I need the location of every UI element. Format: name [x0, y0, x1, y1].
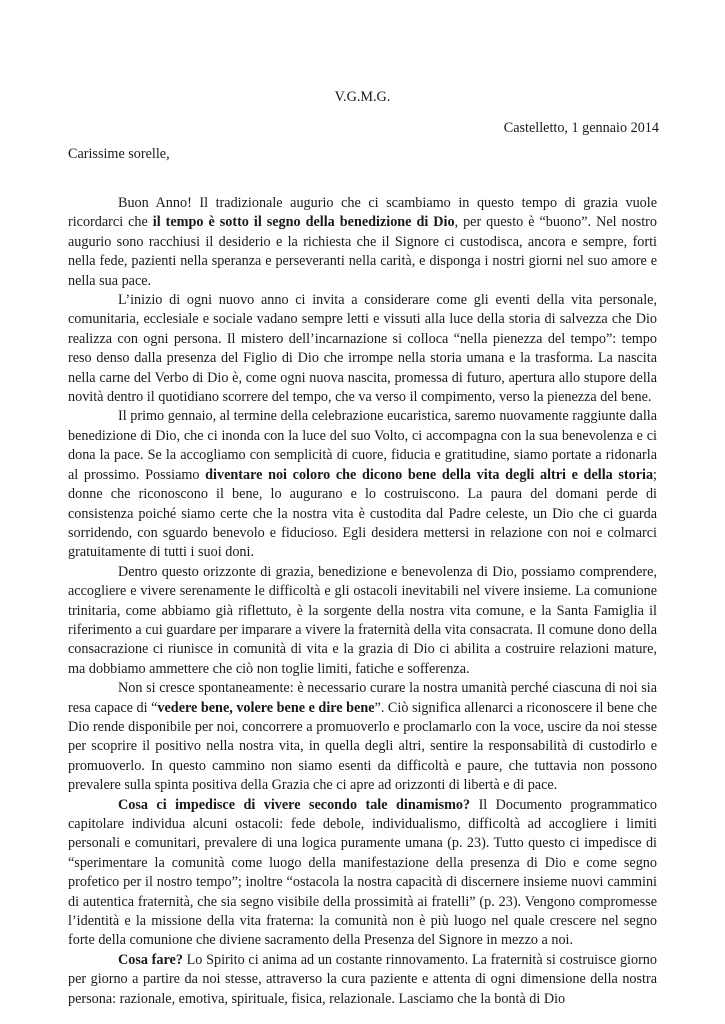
letter-salutation: Carissime sorelle, — [68, 146, 170, 162]
paragraph-first-january: Il primo gennaio, al termine della celebrazione eucaristica, saremo nuovamente raggiunte dalla benedizione di Dio, che ci inonda con la luce del suo Volto, ci accompagna con la sua benevolenza e ci dona la pace. Se la accogliamo con semplicità di cuore, fiducia e gratitudine, siamo portate a ridonarla al prossimo. Possiamo diventare noi coloro che dicono bene della vita degli altri e della storia; donne che riconoscono il bene, lo augurano e lo costruiscono. La paura del domani perde di consistenza poiché siamo certe che la nostra vita è custodita dal Padre celeste, un Dio che ci guarda sorridendo, con sguardo benevolo e fiducioso. Egli desidera mettersi in relazione con noi e colmarci gratuitamente di tutti i suoi doni. — [68, 408, 657, 561]
letter-motto: V.G.M.G. — [334, 89, 391, 105]
paragraph-what-to-do: Cosa fare? Lo Spirito ci anima ad un costante rinnovamento. La fraternità si costruisce giorno per giorno a partire da noi stesse, attraverso la cura paziente e attenta di ogni dimensione della nostra persona: razionale, emotiva, spirituale, fisica, relazionale. Lasciamo che la bontà di Dio — [68, 951, 657, 1007]
emphasis-question-obstacles: Cosa ci impedisce di vivere secondo tale dinamismo? — [118, 796, 471, 813]
emphasis-question-what-to-do: Cosa fare? — [118, 951, 183, 968]
paragraph-growth: Non si cresce spontaneamente: è necessario curare la nostra umanità perché ciascuna di noi sia resa capace di “vedere bene, volere bene e dire bene”. Ciò significa allenarci a riconoscere il bene che Dio rende disponibile per noi, concorrere a promuoverlo e proclamarlo con la voce, uscire da noi stesse per scoprire il positivo nella nostra vita, in quella degli altri, sentire la responsabilità di custodirlo e promuoverlo. In questo cammino non siamo esenti da difficoltà e paure, che tuttavia non possono prevalere sulla spinta positiva della Grazia che ci apre ad orizzonti di libertà e di pace. — [68, 680, 657, 794]
emphasis-blessing: il tempo è sotto il segno della benedizione di Dio — [152, 214, 455, 231]
paragraph-obstacles: Cosa ci impedisce di vivere secondo tale dinamismo? Il Documento programmatico capitolare individua alcuni ostacoli: fede debole, individualismo, difficoltà ad accogliere i limiti personali e comunitari, prevalere di una logica puramente umana (p. 23). Tutto questo ci impedisce di “sperimentare la comunità come luogo della manifestazione della presenza di Dio e come segno profetico per il nostro tempo”; inoltre “ostacola la nostra capacità di discernere insieme nuovi cammini di autentica fraternità, che sia segno visibile della prossimità ai fratelli” (p. 23). Vengono compromesse l’identità e la missione della vita fraterna: la comunità non è più luogo nel quale crescere nel segno forte della comunione che diviene sacramento della Presenza del Signore in mezzo a noi. — [68, 796, 657, 949]
paragraph-grace-horizon: Dentro questo orizzonte di grazia, benedizione e benevolenza di Dio, possiamo comprendere, accogliere e vivere serenamente le difficoltà e gli ostacoli inevitabili nel vivere insieme. La comunione trinitaria, come abbiamo già riflettuto, è la sorgente della nostra vita comune, e la Santa Famiglia il riferimento a cui guardare per imparare a vivere la fraternità della vita consacrata. Il comune dono della consacrazione ci riunisce in comunità di vita e la grazia di Dio ci abilita a costruire relazioni mature, ma dobbiamo ammettere che ciò non toglie limiti, fatiche e sofferenza. — [68, 563, 657, 677]
letter-place-date: Castelletto, 1 gennaio 2014 — [503, 120, 659, 136]
paragraph-incarnation: L’inizio di ogni nuovo anno ci invita a considerare come gli eventi della vita personale, comunitaria, ecclesiale e sociale vadano sempre letti e vissuti alla luce della storia di salvezza che Dio realizza con ogni persona. Il mistero dell’incarnazione si colloca “nella pienezza del tempo”: tempo reso denso dalla presenza del Figlio di Dio che irrompe nella storia umana e la trasforma. La nascita nella carne del Verbo di Dio è, come ogni nuova nascita, promessa di futuro, apertura allo stupore della novità dentro il quotidiano scorrere del tempo, che va verso il compimento, verso la pienezza del bene. — [68, 292, 657, 406]
letter-body — [68, 194, 657, 1009]
paragraph-new-year-wishes: Buon Anno! Il tradizionale augurio che ci scambiamo in questo tempo di grazia vuole ricordarci che il tempo è sotto il segno della benedizione di Dio, per questo è “buono”. Nel nostro augurio sono racchiusi il desiderio e la richiesta che il Signore ci custodisca, ancora e sempre, forti nella fede, pazienti nella speranza e perseveranti nella carità, e disponga i nostri giorni nel suo amore e nella sua pace. — [68, 195, 657, 289]
emphasis-see-well: vedere bene, volere bene e dire bene — [157, 699, 375, 716]
emphasis-speak-well: diventare noi coloro che dicono bene della vita degli altri e della storia — [205, 466, 654, 483]
